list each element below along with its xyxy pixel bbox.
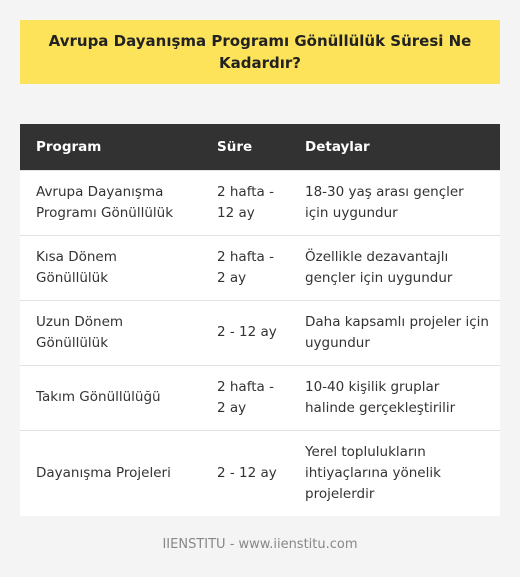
cell-program: Uzun Dönem Gönüllülük [20,300,201,365]
table-header-row [20,124,500,170]
cell-details: 10-40 kişilik gruplar halinde gerçekleştirilir [289,365,500,430]
cell-details: Özellikle dezavantajlı gençler için uygundur [289,235,500,300]
cell-duration: 2 - 12 ay [201,430,289,516]
table-row [20,300,500,365]
cell-program: Kısa Dönem Gönüllülük [20,235,201,300]
header-details: Detaylar [289,124,500,170]
table-row [20,365,500,430]
table-row [20,170,500,235]
title-banner [20,20,500,84]
cell-duration: 2 hafta - 2 ay [201,365,289,430]
header-duration: Süre [201,124,289,170]
cell-program: Takım Gönüllülüğü [20,365,201,430]
cell-duration: 2 hafta - 2 ay [201,235,289,300]
cell-duration: 2 - 12 ay [201,300,289,365]
cell-details: Yerel toplulukların ihtiyaçlarına yönelik projelerdir [289,430,500,516]
cell-program: Dayanışma Projeleri [20,430,201,516]
cell-details: Daha kapsamlı projeler için uygundur [289,300,500,365]
cell-program: Avrupa Dayanışma Programı Gönüllülük [20,170,201,235]
volunteer-duration-table [20,124,500,516]
cell-duration: 2 hafta - 12 ay [201,170,289,235]
cell-details: 18-30 yaş arası gençler için uygundur [289,170,500,235]
footer-credit: IIENSTITU - www.iienstitu.com [162,537,358,552]
table-row [20,235,500,300]
page-title: Avrupa Dayanışma Programı Gönüllülük Süresi Ne Kadardır? [48,32,472,72]
table-row [20,430,500,516]
header-program: Program [20,124,201,170]
